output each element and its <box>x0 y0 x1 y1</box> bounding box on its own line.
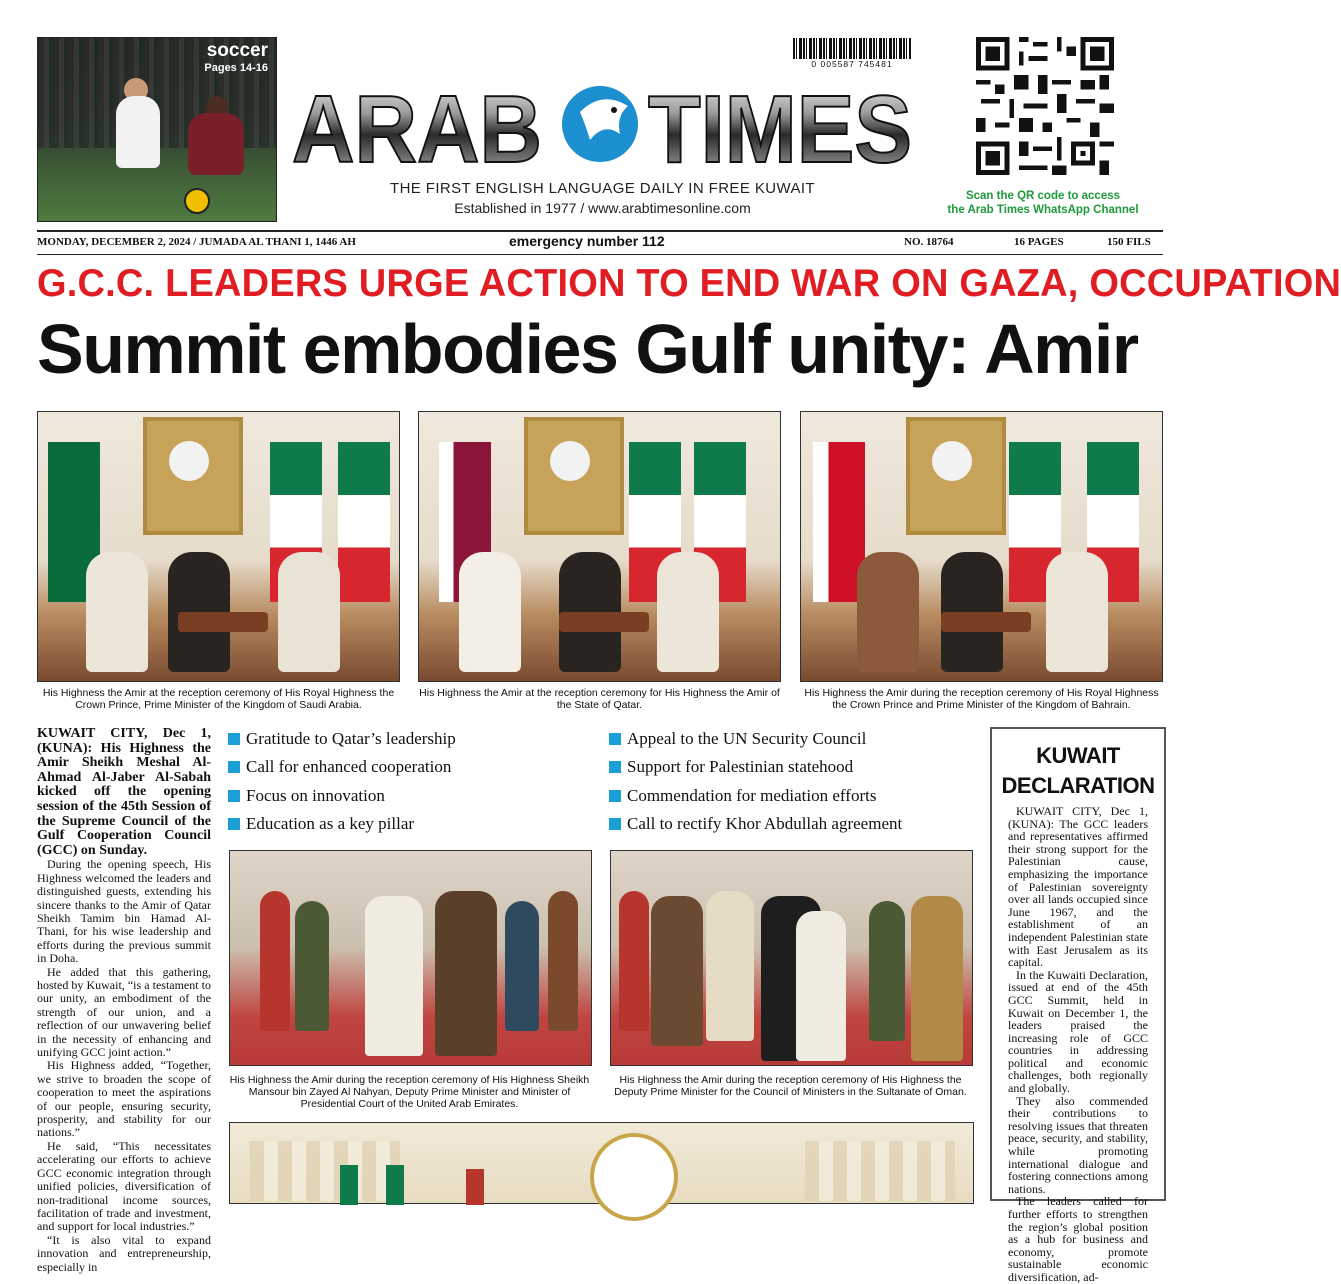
highlight-item <box>609 810 979 838</box>
article-paragraph: He added that this gathering, hosted by Kuwait, “is a testament to our unity, an embodiment of the strength of our union, and a reflection of our unwavering belief in the necessity of enhancing and unifying GCC joint action.” <box>37 964 211 1060</box>
highlight-item <box>609 782 979 810</box>
bullet-square-icon <box>228 818 240 830</box>
highlight-item <box>228 810 598 838</box>
promo-pages: Pages 14-16 <box>204 62 268 74</box>
highlight-text: Education as a key pillar <box>246 813 415 833</box>
sports-promo-photo[interactable] <box>37 37 277 222</box>
sidebar-paragraph: They also commended their contributions to resolving issues that threaten peace, security, and stability, while promoting international dialogue and fostering connections among nations. <box>1008 1093 1148 1196</box>
photo-qatar-reception[interactable] <box>418 411 781 682</box>
issue-number: NO. 18764 <box>904 236 954 248</box>
photo-saudi-reception[interactable] <box>37 411 400 682</box>
photo-bahrain-reception[interactable] <box>800 411 1163 682</box>
bullet-square-icon <box>609 733 621 745</box>
highlight-text: Support for Palestinian statehood <box>627 757 854 777</box>
qr-code-image[interactable] <box>976 37 1114 175</box>
masthead-established: Established in 1977 / www.arabtimesonline.com <box>454 200 751 216</box>
bullet-square-icon <box>228 733 240 745</box>
issue-date: MONDAY, DECEMBER 2, 2024 / JUMADA AL THANI 1, 1446 AH <box>37 236 356 248</box>
highlight-text: Gratitude to Qatar’s leadership <box>246 729 456 748</box>
photo-uae-reception[interactable] <box>229 850 592 1066</box>
barcode-digits: 0 005587 745481 <box>787 59 917 69</box>
highlight-text: Call to rectify Khor Abdullah agreement <box>627 813 903 833</box>
emergency-number: emergency number 112 <box>509 233 665 249</box>
kuwait-declaration-sidebar <box>990 727 1166 1284</box>
highlight-text: Commendation for mediation efforts <box>627 785 877 805</box>
sidebar-paragraph: The leaders called for further efforts to strengthen the region’s global position as a hub for business and economy, promote sustainable economic diversification, ad- <box>1008 1194 1148 1284</box>
photo-caption: His Highness the Amir during the reception ceremony of His Highness the Deputy Prime Minister for the Council of Ministers in the Sultanate of Oman. <box>614 1074 967 1098</box>
article-paragraph: He said, “This necessitates accelerating our efforts to achieve GCC economic integration through unified policies, diversification of non-traditional income sources, facilitation of trade and investment, and support for local industries.” <box>37 1138 211 1234</box>
highlight-item <box>228 782 598 810</box>
arab-times-logo <box>290 76 915 183</box>
promo-title: soccer <box>206 40 268 61</box>
qr-caption <box>918 189 1168 217</box>
highlights-list-left <box>228 725 598 838</box>
falcon-emblem-icon <box>562 86 638 162</box>
highlight-text: Call for enhanced cooperation <box>246 757 452 777</box>
bullet-square-icon <box>609 761 621 773</box>
article-paragraph: “It is also vital to expand innovation and entrepreneurship, especially in <box>37 1232 211 1274</box>
sidebar-body <box>1008 805 1148 1284</box>
article-paragraph: During the opening speech, His Highness welcomed the leaders and distinguished guests, extending his sincere thanks to the Amir of Qatar Sheikh Tamim bin Hamad Al-Thani, for his wise leadership and efforts during the previous summit in Doha. <box>37 857 211 966</box>
photo-summit-hall[interactable] <box>229 1122 974 1204</box>
highlight-text: Appeal to the UN Security Council <box>627 729 867 748</box>
lead-article <box>37 727 211 1274</box>
logo-word-times: TIMES <box>648 76 912 183</box>
photo-caption: His Highness the Amir at the reception ceremony of His Royal Highness the Crown Prince, Prime Minister of the Kingdom of Saudi Arabia. <box>42 687 395 711</box>
highlight-item <box>609 753 979 781</box>
page-count: 16 PAGES <box>1014 236 1064 248</box>
masthead-tagline: THE FIRST ENGLISH LANGUAGE DAILY IN FREE KUWAIT <box>390 180 815 197</box>
bullet-square-icon <box>228 761 240 773</box>
bullet-square-icon <box>609 818 621 830</box>
qr-caption-line2: the Arab Times WhatsApp Channel <box>947 204 1139 216</box>
dateline-bar <box>37 230 1163 255</box>
price: 150 FILS <box>1107 236 1151 248</box>
photo-caption: His Highness the Amir during the reception ceremony of His Royal Highness the Crown Prince and Prime Minister of the Kingdom of Bahrain. <box>804 687 1159 711</box>
bullet-square-icon <box>228 790 240 802</box>
qr-caption-line1: Scan the QR code to access <box>965 190 1121 202</box>
highlight-item <box>228 753 598 781</box>
main-headline[interactable]: Summit embodies Gulf unity: Amir <box>37 310 1138 388</box>
sidebar-title <box>992 741 1164 801</box>
logo-word-arab: ARAB <box>292 76 542 183</box>
sidebar-paragraph: In the Kuwaiti Declaration, issued at end of the 45th GCC Summit, held in Kuwait on December 1, the leaders praised the increasing role of GCC countries in addressing political and economic challenges, both regionally and globally. <box>1008 967 1148 1096</box>
photo-caption: His Highness the Amir at the reception ceremony for His Highness the Amir of the State of Qatar. <box>419 687 780 711</box>
bullet-square-icon <box>609 790 621 802</box>
highlight-item <box>609 725 979 753</box>
article-lede: KUWAIT CITY, Dec 1, (KUNA): His Highness the Amir Sheikh Meshal Al-Ahmad Al-Jaber Al-Sabah kicked off the opening session of the 45th Session of the Supreme Council of the Gulf Cooperation Council (GCC) on Sunday. <box>37 726 211 858</box>
article-paragraph: His Highness added, “Together, we strive to broaden the scope of cooperation to meet the aspirations of our people, ensuring security, prosperity, and stability for our nations.” <box>37 1058 211 1140</box>
photo-oman-reception[interactable] <box>610 850 973 1066</box>
sidebar-title-line1: KUWAIT <box>1036 743 1120 768</box>
highlight-item <box>228 725 598 753</box>
sidebar-paragraph: KUWAIT CITY, Dec 1, (KUNA): The GCC leaders and representatives affirmed their strong support for the Palestinian cause, emphasizing the importance of Palestinian sovereignty over all lands occupied since June 1967, and the establishment of an independent Palestinian state with East Jerusalem as its capital. <box>1008 804 1148 970</box>
sidebar-title-line2: DECLARATION <box>1001 773 1155 798</box>
photo-caption: His Highness the Amir during the reception ceremony of His Highness Sheikh Mansour bin Zayed Al Nahyan, Deputy Prime Minister and Minister of Presidential Court of the United Arab Emirates. <box>229 1074 590 1110</box>
highlight-text: Focus on innovation <box>246 785 385 805</box>
highlights-list-right <box>609 725 979 838</box>
kicker-headline[interactable]: G.C.C. LEADERS URGE ACTION TO END WAR ON GAZA, OCCUPATION <box>37 262 1341 306</box>
